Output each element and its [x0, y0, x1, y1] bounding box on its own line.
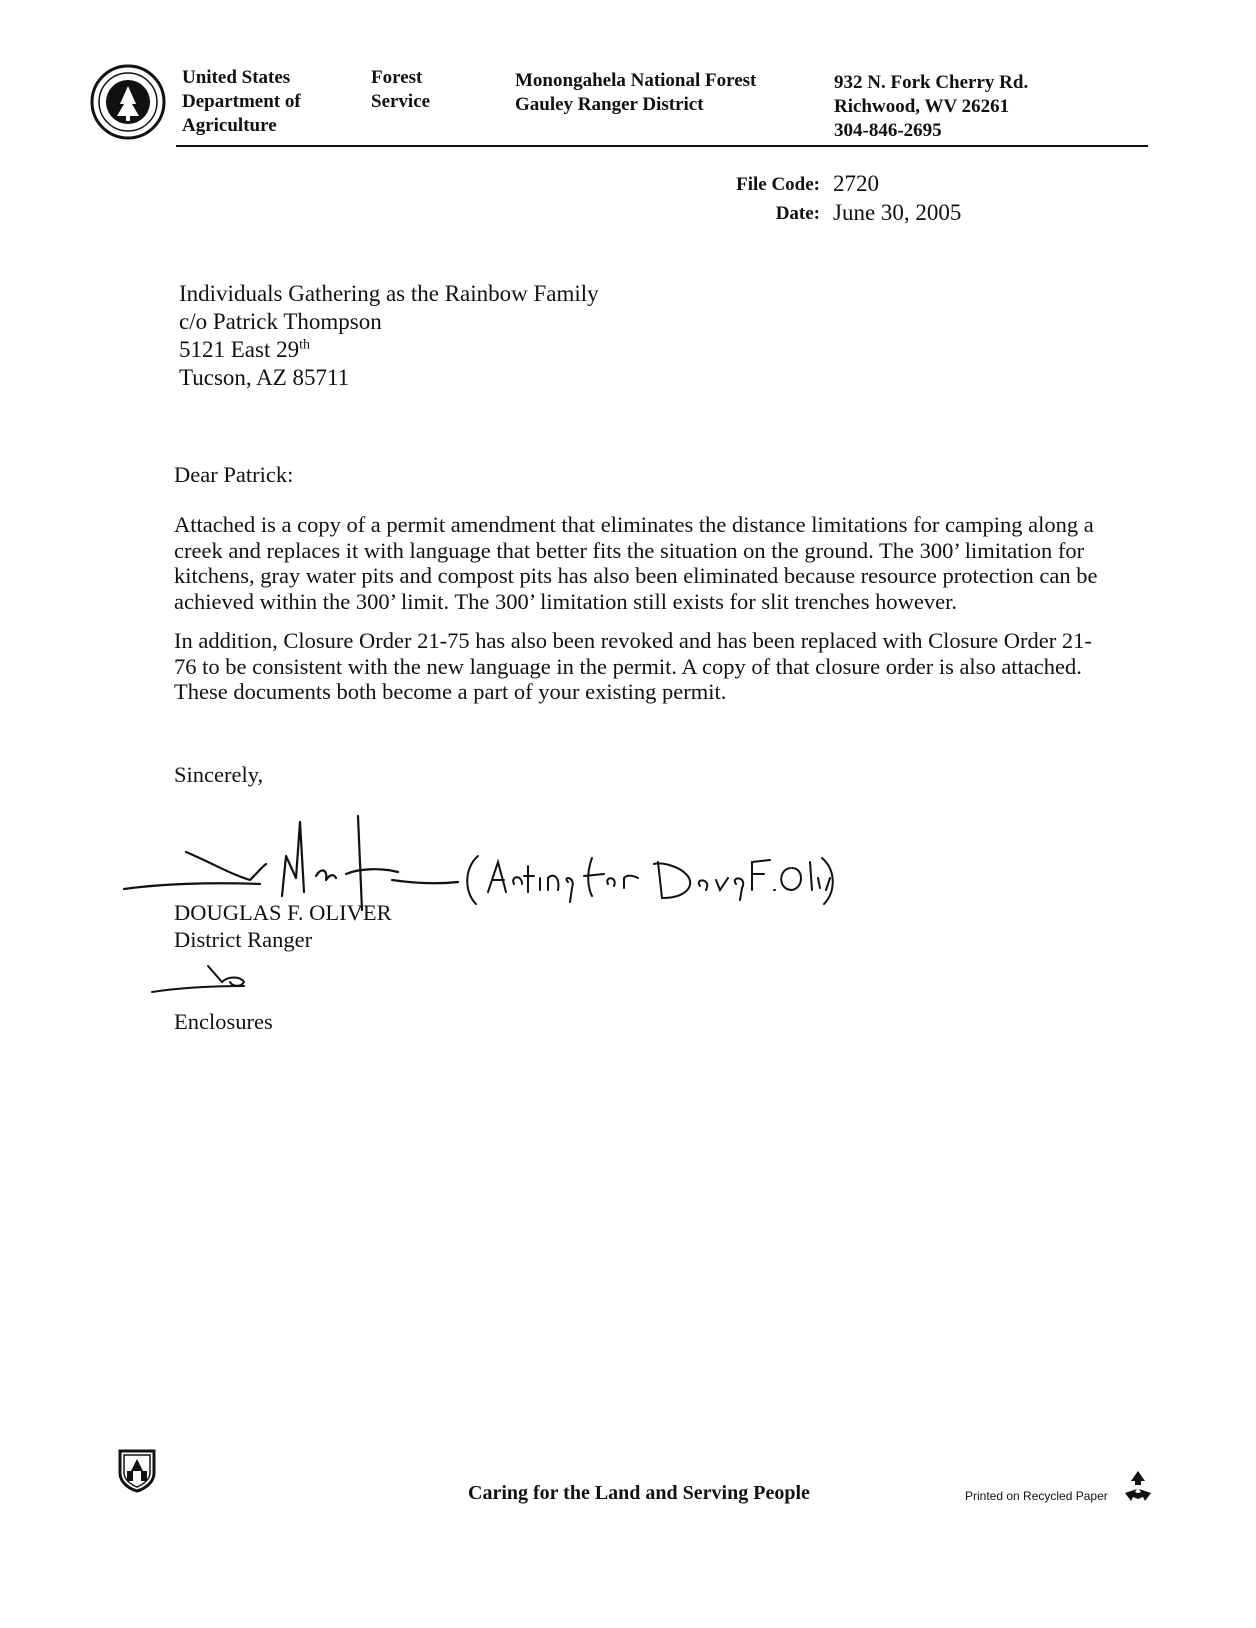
unit-line: Monongahela National Forest	[515, 70, 757, 91]
acting-note-scribble	[458, 848, 838, 908]
letterhead-rule	[176, 145, 1148, 147]
signer-block	[174, 899, 392, 953]
recipient-address	[179, 280, 599, 392]
letter-body	[174, 512, 1109, 705]
agency-line: Agriculture	[182, 115, 277, 136]
service-name	[371, 66, 430, 114]
signer-title: District Ranger	[174, 927, 313, 952]
office-address	[834, 71, 1028, 143]
date-value: June 30, 2005	[833, 200, 962, 225]
recipient-line: Individuals Gathering as the Rainbow Family	[179, 281, 599, 306]
file-code-value: 2720	[833, 171, 879, 196]
recipient-line	[179, 336, 599, 364]
usda-seal-icon	[90, 64, 166, 140]
unit-line: Gauley Ranger District	[515, 94, 704, 115]
recipient-line: Tucson, AZ 85711	[179, 365, 350, 390]
agency-line: United States	[182, 67, 291, 88]
recipient-line: c/o Patrick Thompson	[179, 309, 382, 334]
recycled-paper-note: Printed on Recycled Paper	[965, 1489, 1108, 1503]
address-line: Richwood, WV 26261	[834, 96, 1010, 117]
signature-scribble	[120, 812, 460, 912]
agency-name	[182, 66, 301, 138]
address-line: 932 N. Fork Cherry Rd.	[834, 72, 1029, 93]
initials-scribble	[148, 962, 258, 996]
address-line: 304-846-2695	[834, 120, 942, 141]
closing: Sincerely,	[174, 762, 264, 787]
street-address: 5121 East 29	[179, 337, 300, 362]
ordinal-suffix: th	[299, 337, 310, 353]
service-line: Forest	[371, 67, 423, 88]
enclosures-label: Enclosures	[174, 1009, 273, 1034]
body-paragraph: Attached is a copy of a permit amendment that eliminates the distance limitations for camping along a creek and replaces it with language that better fits the situation on the ground. The 300’ limitation for kitchens, gray water pits and compost pits has also been eliminated because resource protection can be achieved within the 300’ limit. The 300’ limitation still exists for slit trenches however.	[174, 512, 1098, 614]
forest-service-shield-icon	[116, 1447, 158, 1493]
service-line: Service	[371, 91, 431, 112]
unit-name	[515, 69, 756, 117]
footer-tagline: Caring for the Land and Serving People	[468, 1482, 810, 1504]
recycle-icon	[1121, 1469, 1155, 1503]
signature-handwritten-note	[458, 848, 838, 908]
agency-line: Department of	[182, 91, 301, 112]
date-label: Date:	[775, 203, 820, 224]
file-code-label: File Code:	[736, 174, 820, 195]
salutation: Dear Patrick:	[174, 462, 294, 487]
signer-name: DOUGLAS F. OLIVER	[174, 900, 392, 925]
body-paragraph: In addition, Closure Order 21-75 has also been revoked and has been replaced with Closure Order 21-76 to be consistent with the new language in the permit. A copy of that closure order is also attached. These documents both become a part of your existing permit.	[174, 628, 1092, 704]
